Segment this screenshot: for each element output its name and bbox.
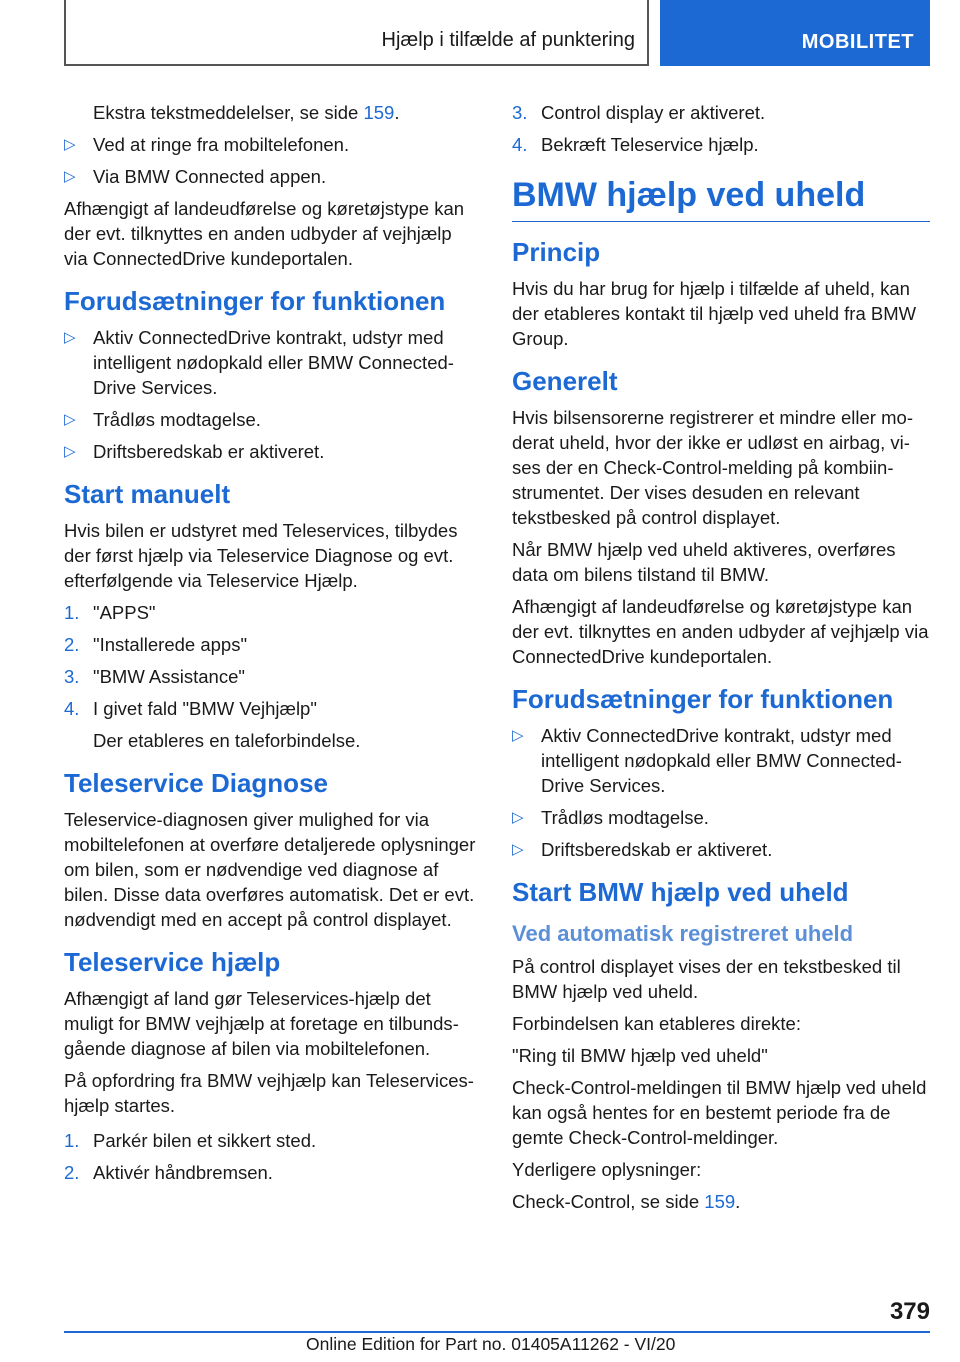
step-text: "Installerede apps": [93, 634, 248, 655]
paragraph: Afhængigt af landeudførelse og køretøjstype kan der evt. tilknyttes en anden udbyder af vejhjælp via ConnectedDrive kundeportalen.: [64, 198, 465, 269]
reference-text: Check-Control, se side: [512, 1191, 705, 1212]
bullet-text: Trådløs modtagelse.: [93, 409, 261, 430]
triangle-bullet-icon: ▷: [64, 411, 76, 428]
bullet-item: [64, 164, 478, 189]
bullet-text: Aktiv ConnectedDrive kontrakt, udstyr med intelligent nødopkald eller BMW ConnectedDrive Services.: [541, 725, 902, 796]
numbered-step: [64, 600, 478, 625]
step-text: "BMW Assistance": [93, 666, 245, 687]
paragraph: Afhængigt af landeudførelse og køretøjstype kan der evt. tilknyttes en anden udbyder af vejhjælp via ConnectedDrive kundeportalen.: [512, 596, 929, 667]
paragraph: På opfordring fra BMW vejhjælp kan Teleservices-hjælp startes.: [64, 1070, 474, 1116]
bullet-text: Ved at ringe fra mobiltelefonen.: [93, 134, 350, 155]
step-number: 3.: [64, 666, 80, 687]
numbered-step: [64, 632, 478, 657]
heading-bmw-hjaelp-ved-uheld: BMW hjælp ved uheld: [512, 173, 930, 222]
intro-end: .: [394, 102, 400, 123]
step-text: Bekræft Teleservice hjælp.: [541, 134, 759, 155]
chapter-title: Hjælp i tilfælde af punktering: [381, 29, 635, 51]
triangle-bullet-icon: ▷: [512, 727, 524, 744]
numbered-step: [64, 696, 478, 721]
bullet-item: [64, 325, 478, 400]
right-column: [512, 100, 930, 1221]
triangle-bullet-icon: ▷: [64, 168, 76, 185]
paragraph: Check-Control-meldingen til BMW hjælp ved uheld kan også hentes for en bestemt periode fra de gemte Check-Control-meldinger.: [512, 1077, 927, 1148]
paragraph: Forbindelsen kan etableres direkte:: [512, 1013, 801, 1034]
step-text: Control display er aktiveret.: [541, 102, 766, 123]
step-number: 2.: [64, 634, 80, 655]
heading-teleservice-diagnose: Teleservice Diagnose: [64, 768, 328, 798]
step-number: 2.: [64, 1162, 80, 1183]
triangle-bullet-icon: ▷: [64, 329, 76, 346]
heading-start-manuelt: Start manuelt: [64, 479, 231, 509]
paragraph: Når BMW hjælp ved uheld aktiveres, overføres data om bilens tilstand til BMW.: [512, 539, 896, 585]
intro-paragraph: [64, 100, 478, 125]
paragraph: Teleservice-diagnosen giver mulighed for via mobiltelefonen at overføre detaljerede oplysninger om bilen, som er nødvendige ved diagnose af bilen. Disse data overføres automatisk. Det er evt. nødvendigt med en accept på control displayet.: [64, 809, 476, 930]
paragraph: [512, 1189, 930, 1214]
paragraph: Yderligere oplysninger:: [512, 1159, 702, 1180]
bullet-item: [64, 439, 478, 464]
triangle-bullet-icon: ▷: [64, 443, 76, 460]
bullet-item: [512, 723, 930, 798]
paragraph: Hvis bilen er udstyret med Teleservices, tilbydes der først hjælp via Teleservice Diagnose og evt. efterfølgende via Teleservice Hjælp.: [64, 520, 458, 591]
section-tab: [660, 0, 930, 66]
numbered-step: [64, 1160, 478, 1185]
numbered-step: [512, 132, 930, 157]
edition-footer: Online Edition for Part no. 01405A11262 - VI/20: [306, 1334, 676, 1354]
section-title: MOBILITET: [801, 31, 914, 53]
heading-princip: Princip: [512, 237, 601, 267]
page-header: [64, 0, 930, 66]
heading-teleservice-hjaelp: Teleservice hjælp: [64, 947, 281, 977]
triangle-bullet-icon: ▷: [64, 136, 76, 153]
paragraph: Afhængigt af land gør Teleservices-hjælp det muligt for BMW vejhjælp at foretage en tilbundsgående diagnose af bilen via mobiltelefonen.: [64, 988, 459, 1059]
intro-text: Ekstra tekstmeddelelser, se side: [93, 102, 364, 123]
step-number: 3.: [512, 102, 528, 123]
bullet-text: Aktiv ConnectedDrive kontrakt, udstyr med intelligent nødopkald eller BMW ConnectedDrive Services.: [93, 327, 454, 398]
step-number: 1.: [64, 1130, 80, 1151]
heading-start-bmw-hjaelp: Start BMW hjælp ved uheld: [512, 877, 849, 907]
bullet-item: [64, 407, 478, 432]
page-number: 379: [889, 1298, 930, 1325]
heading-forudsaetninger-right: Forudsætninger for funktionen: [512, 684, 894, 714]
paragraph: "Ring til BMW hjælp ved uheld": [512, 1045, 768, 1066]
step-number: 4.: [64, 698, 80, 719]
page-link[interactable]: 159: [363, 102, 395, 123]
step-number: 1.: [64, 602, 80, 623]
heading-forudsaetninger: Forudsætninger for funktionen: [64, 286, 446, 316]
step-number: 4.: [512, 134, 528, 155]
bullet-item: [512, 837, 930, 862]
heading-generelt: Generelt: [512, 366, 618, 396]
numbered-step: [64, 664, 478, 689]
bullet-item: [64, 132, 478, 157]
heading-automatisk: Ved automatisk registreret uheld: [512, 921, 854, 946]
bullet-text: Via BMW Connected appen.: [93, 166, 327, 187]
triangle-bullet-icon: ▷: [512, 809, 524, 826]
step-text: I givet fald "BMW Vejhjælp": [93, 698, 317, 719]
bullet-item: [512, 805, 930, 830]
paragraph: Hvis du har brug for hjælp i tilfælde af uheld, kan der etableres kontakt til hjælp ved uheld fra BMW Group.: [512, 278, 917, 349]
page-link[interactable]: 159: [704, 1191, 736, 1212]
step-text: "APPS": [93, 602, 156, 623]
header-title-box: [64, 0, 649, 66]
bullet-text: Trådløs modtagelse.: [541, 807, 709, 828]
bullet-text: Driftsberedskab er aktiveret.: [93, 441, 325, 462]
paragraph: Hvis bilsensorerne registrerer et mindre eller moderat uheld, hvor der ikke er udløst en airbag, vises der en Check-Control-melding på kombiinstrumentet. Der vises desuden en relevant tekstbesked på control displayet.: [512, 407, 913, 528]
step-note: Der etableres en taleforbindelse.: [93, 730, 361, 751]
footer-divider: [64, 1331, 930, 1333]
step-text: Parkér bilen et sikkert sted.: [93, 1130, 317, 1151]
left-column: [64, 100, 478, 1192]
step-text: Aktivér håndbremsen.: [93, 1162, 273, 1183]
numbered-step: [512, 100, 930, 125]
triangle-bullet-icon: ▷: [512, 841, 524, 858]
paragraph: På control displayet vises der en tekstbesked til BMW hjælp ved uheld.: [512, 956, 901, 1002]
reference-end: .: [735, 1191, 741, 1212]
bullet-text: Driftsberedskab er aktiveret.: [541, 839, 773, 860]
numbered-step: [64, 1128, 478, 1153]
